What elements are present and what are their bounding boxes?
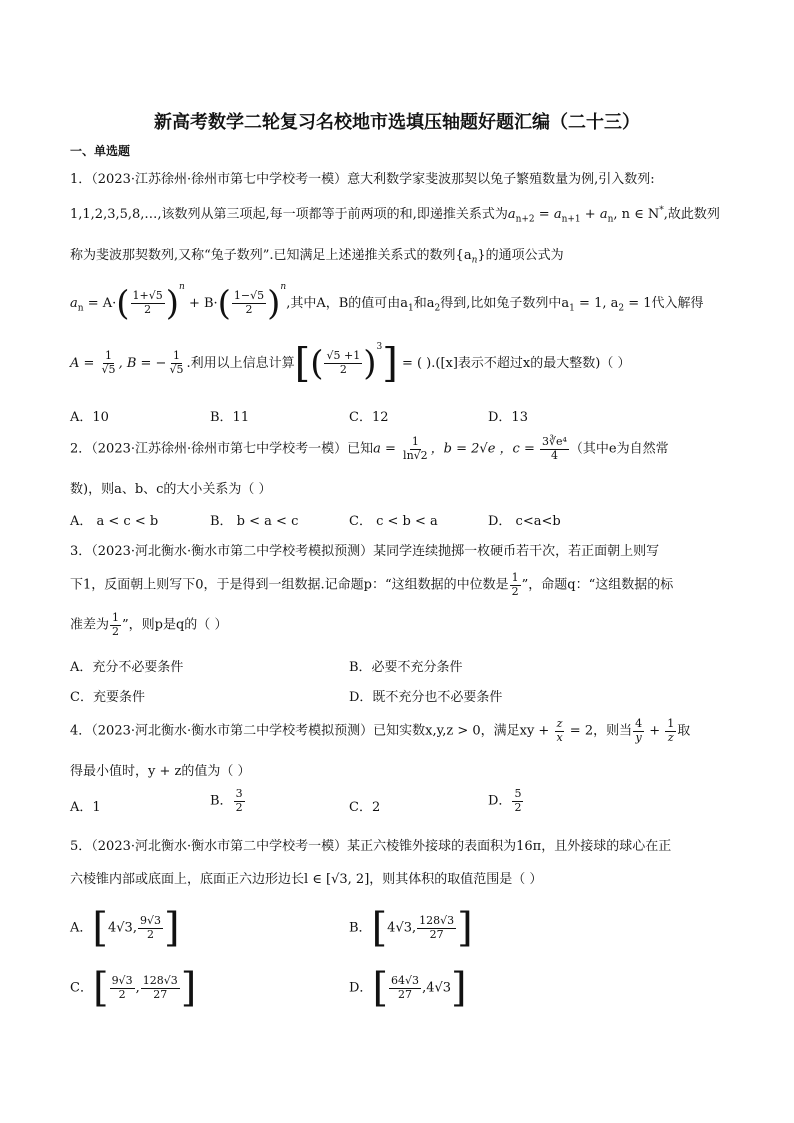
q5-line-1: 5．（2023·河北衡水·衡水市第二中学校考一模）某正六棱锥外接球的表面积为16π，且外接球的球心在正	[70, 839, 672, 854]
q4-line-2: 得最小值时，y + z的值为（ ）	[70, 764, 251, 779]
q1-line-4: $a_n = A\cdot$( $\frac{1+√5}{2}$ )$^n$ + B·( $\frac{1-√5}{2}$ )$^n$,其中A，B的值可由$a_1$和$a_2$得到,比如兔子数列中$a_1 = 1$, $a_2 = 1$代入解得	[70, 282, 704, 324]
section-heading: 一、单选题	[70, 144, 131, 158]
q1-line-2: 1,1,2,3,5,8,…,该数列从第三项起,每一项都等于前两项的和,即递推关系式为$a_{n+2} = a_{n+1} + a_n$, n ∈ N*,故此数列	[70, 205, 720, 225]
q3-option-d[interactable]: D．既不充分也不必要条件	[349, 690, 503, 705]
q1-option-c[interactable]: C．12	[349, 410, 389, 425]
q4-option-d[interactable]: D． $\frac{5}{2}$	[488, 787, 522, 814]
q2-option-b[interactable]: B． b < a < c	[210, 514, 299, 529]
q3-option-b[interactable]: B．必要不充分条件	[349, 660, 463, 675]
q3-line-1: 3．（2023·河北衡水·衡水市第二中学校考模拟预测）某同学连续抛掷一枚硬币若干次，若正面朝上则写	[70, 544, 660, 559]
q1-line-3: 称为斐波那契数列,又称“兔子数列”.已知满足上述递推关系式的数列$\{a_n\}$的通项公式为	[70, 248, 564, 266]
q1-line-1: 1．（2023·江苏徐州·徐州市第七中学校考一模）意大利数学家斐波那契以兔子繁殖数量为例,引入数列:	[70, 172, 655, 187]
q1-line-5: A = $\frac{1}{√5}$ , B = − $\frac{1}{√5}$ .利用以上信息计算[( $\frac{√5 +1}{2}$ )$^3$] = ( ).([x]表示不超过x的最大整数)（ ）	[70, 340, 631, 387]
q3-option-a[interactable]: A．充分不必要条件	[70, 660, 184, 675]
q3-option-c[interactable]: C．充要条件	[70, 690, 145, 705]
q5-option-a[interactable]: A．[4√3, $\frac{9√3}{2}$ ]	[70, 905, 180, 951]
q5-option-d[interactable]: D．[ $\frac{64√3}{27}$ ,4√3]	[349, 965, 467, 1011]
q1-option-a[interactable]: A．10	[70, 410, 109, 425]
q2-line-1: 2．（2023·江苏徐州·徐州市第七中学校考一模）已知a = $\frac{1}{\ln√2}$ ，b = 2√e ，c = $\frac{\text{3∛e⁴}}{4}$ （其中e为自然常	[70, 435, 669, 462]
page-title: 新高考数学二轮复习名校地市选填压轴题好题汇编（二十三）	[154, 112, 640, 133]
q2-line-2: 数)，则a、b、c的大小关系为（ ）	[70, 482, 272, 497]
q5-option-c[interactable]: C．[ $\frac{9√3}{2}$ , $\frac{128√3}{27}$ ]	[70, 965, 197, 1011]
q3-line-3: 准差为 $\frac{1}{2}$ ”，则p是q的（ ）	[70, 611, 228, 638]
q2-option-a[interactable]: A． a < c < b	[70, 514, 159, 529]
q5-line-2: 六棱锥内部或底面上，底面正六边形边长l ∈ [√3, 2]，则其体积的取值范围是（ ）	[70, 872, 543, 887]
q2-option-c[interactable]: C． c < b < a	[349, 514, 438, 529]
q4-option-c[interactable]: C．2	[349, 800, 381, 815]
q4-option-b[interactable]: B． $\frac{3}{2}$	[210, 787, 243, 814]
q4-option-a[interactable]: A．1	[70, 800, 101, 815]
q2-option-d[interactable]: D． c<a<b	[488, 514, 561, 529]
q5-option-b[interactable]: B．[4√3, $\frac{128√3}{27}$ ]	[349, 905, 473, 951]
q4-line-1: 4．（2023·河北衡水·衡水市第二中学校考模拟预测）已知实数x,y,z > 0，满足xy + $\frac{z}{x}$ = 2，则当 $\frac{4}{y}$ + $\frac{1}{z}$ 取	[70, 717, 691, 744]
q1-option-d[interactable]: D．13	[488, 410, 528, 425]
q3-line-2: 下1，反面朝上则写下0，于是得到一组数据.记命题p：“这组数据的中位数是 $\frac{1}{2}$ ”，命题q：“这组数据的标	[70, 571, 674, 598]
q1-option-b[interactable]: B．11	[210, 410, 250, 425]
